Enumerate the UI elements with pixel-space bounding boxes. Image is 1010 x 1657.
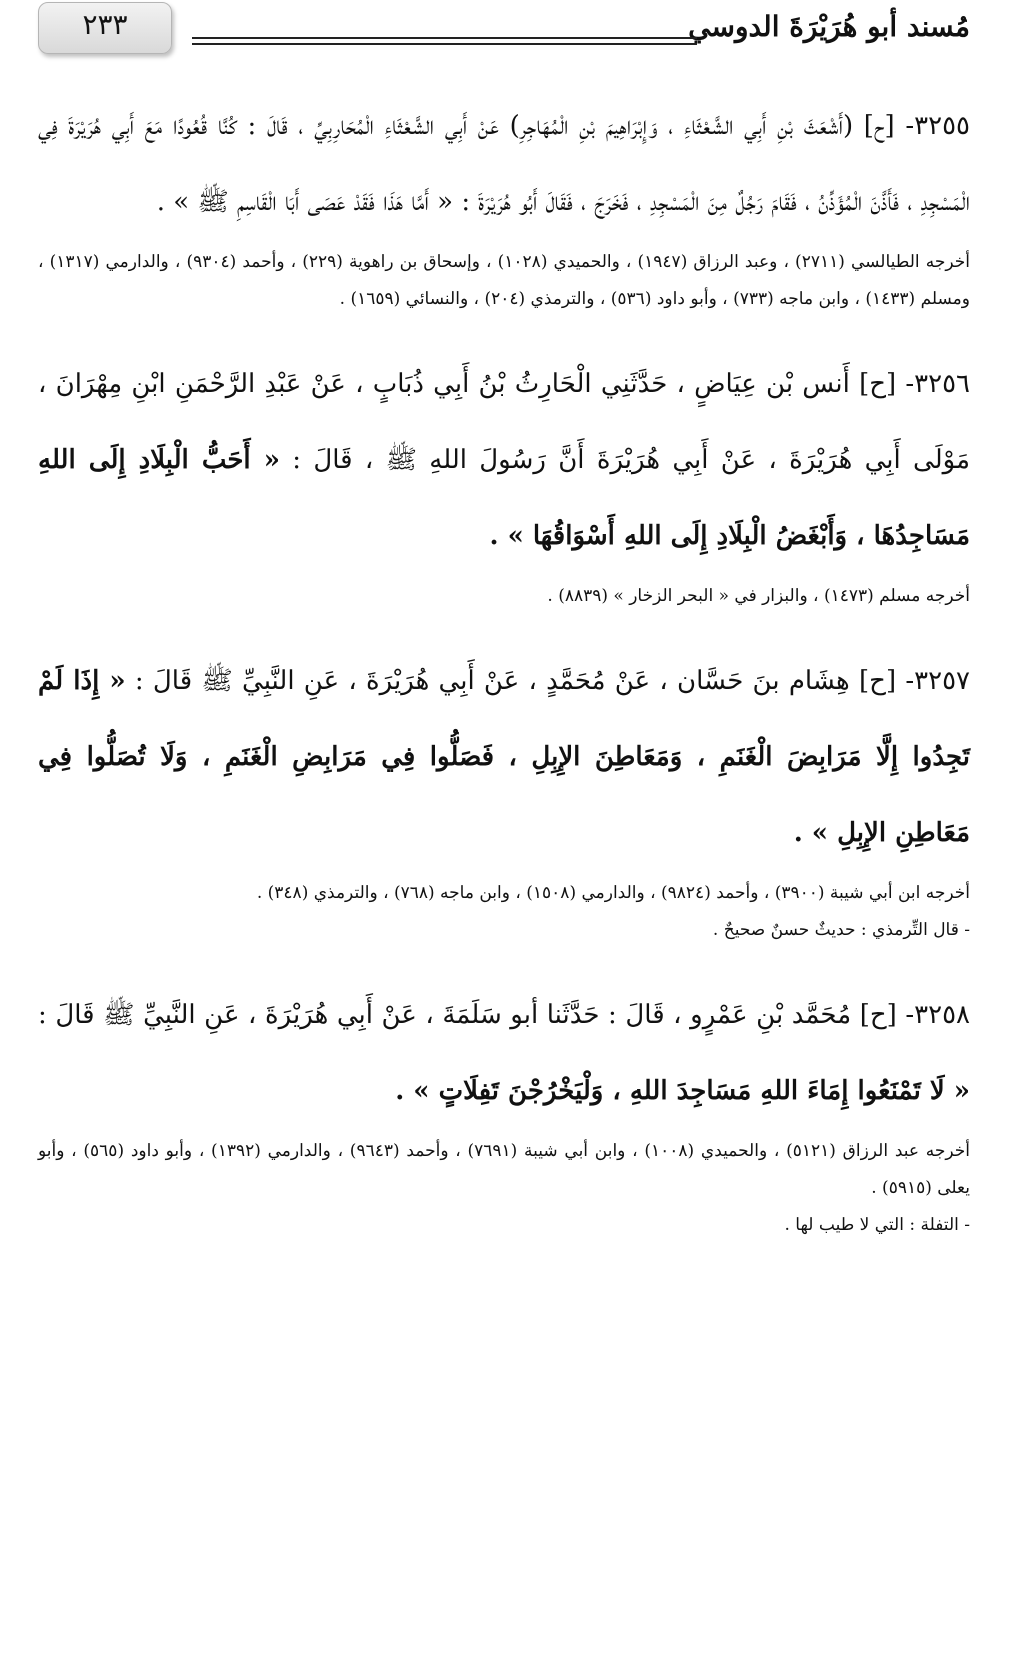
takhrij-footnote: أخرجه الطيالسي (٢٧١١) ، وعبد الرزاق (١٩٤٧) ، والحميدي (١٠٢٨) ، وإسحاق بن راهوية (٢٢٩) ، وأحمد (٩٣٠٤) ، والدارمي (١٣١٧) ، ومسلم (١٤٣٣) ، وابن ماجه (٧٣٣) ، وأبو داود (٥٣٦) ، والترمذي (٢٠٤) ، والنسائي (١٦٥٩) . [38, 252, 970, 309]
running-head-title: مُسند أبو هُرَيْرَةَ الدوسي [688, 10, 970, 43]
hadith-isnad: ٣٢٥٧- [ح] هِشَام بنَ حَسَّان ، عَنْ مُحَمَّدٍ ، عَنْ أَبِي هُرَيْرَةَ ، عَنِ النَّبِيِّ ﷺ قَالَ : [134, 666, 970, 696]
hadith-text [38, 643, 970, 871]
takhrij-footnote: أخرجه عبد الرزاق (٥١٢١) ، والحميدي (١٠٠٨) ، وابن أبي شيبة (٧٦٩١) ، وأحمد (٩٦٤٣) ، والدارمي (١٣٩٢) ، وأبو داود (٥٦٥) ، وأبو يعلى (٥٩١٥) . [38, 1141, 970, 1198]
prophetic-saying: « أَحَبُّ الْبِلَادِ إِلَى اللهِ مَسَاجِدُهَا ، وَأَبْغَضُ الْبِلَادِ إِلَى اللهِ أَسْوَاقُهَا » . [38, 445, 970, 551]
hadith-text: ٣٢٥٥- [ح] (أَشْعَثَ بْنِ أَبِي الشَّعْثَاءِ ، وَإِبْرَاهِيمَ بْنِ الْمُهَاجِرِ) عَنْ أَبِي الشَّعْثَاءِ الْمُحَارِبِيِّ ، قَالَ : كُنَّا قُعُودًا مَعَ أَبِي هُرَيْرَةَ فِي الْمَسْجِدِ ، فَأَذَّنَ الْمُؤَذِّنُ ، فَقَامَ رَجُلٌ مِنَ الْمَسْجِدِ ، فَخَرَجَ ، فَقَالَ أَبُو هُرَيْرَةَ : « أَمَّا هَذَا فَقَدْ عَصَى أَبَا الْقَاسِمِ ﷺ » . [38, 111, 970, 217]
header-rule [192, 37, 697, 39]
hadith-3255 [38, 88, 970, 318]
hadith-3257 [38, 643, 970, 949]
prophetic-saying: « لَا تَمْنَعُوا إِمَاءَ اللهِ مَسَاجِدَ اللهِ ، وَلْيَخْرُجْنَ تَفِلَاتٍ » . [395, 1076, 970, 1106]
hadith-isnad: ٣٢٥٨- [ح] مُحَمَّد بْنِ عَمْرٍو ، قَالَ : حَدَّثَنا أبو سَلَمَةَ ، عَنْ أَبِي هُرَيْرَةَ ، عَنِ النَّبِيِّ ﷺ قَالَ : [38, 1000, 970, 1030]
grading-note: - قال التِّرمذي : حديثٌ حسنٌ صحيحٌ . [712, 920, 970, 940]
glossary-note: - التفلة : التي لا طيب لها . [784, 1215, 970, 1235]
page-header [0, 0, 1010, 70]
takhrij-footnote: أخرجه مسلم (١٤٧٣) ، والبزار في « البحر الزخار » (٨٨٣٩) . [547, 586, 970, 606]
header-rule [192, 43, 697, 45]
hadith-3256 [38, 346, 970, 615]
page-body [38, 88, 970, 1272]
hadith-text [38, 977, 970, 1129]
takhrij-footnote: أخرجه ابن أبي شيبة (٣٩٠٠) ، وأحمد (٩٨٢٤) ، والدارمي (١٥٠٨) ، وابن ماجه (٧٦٨) ، والترمذي (٣٤٨) . [256, 883, 970, 903]
hadith-isnad: ٣٢٥٦- [ح] أَنس بْن عِيَاضٍ ، حَدَّثَنِي الْحَارِثُ بْنُ أَبِي ذُبَابٍ ، عَنْ عَبْدِ الرَّحْمَنِ ابْنِ مِهْرَانَ ، مَوْلَى أَبِي هُرَيْرَةَ ، عَنْ أَبِي هُرَيْرَةَ أَنَّ رَسُولَ اللهِ ﷺ ، قَالَ : [38, 369, 971, 475]
prophetic-saying: « إِذَا لَمْ تَجِدُوا إِلَّا مَرَابِضَ الْغَنَمِ ، وَمَعَاطِنَ الإِبِلِ ، فَصَلُّوا فِي مَرَابِضِ الْغَنَمِ ، وَلَا تُصَلُّوا فِي مَعَاطِنِ الإِبِلِ » . [38, 666, 970, 848]
hadith-text [38, 346, 970, 574]
hadith-3258 [38, 977, 970, 1244]
page-number: ٢٣٣ [38, 2, 172, 54]
